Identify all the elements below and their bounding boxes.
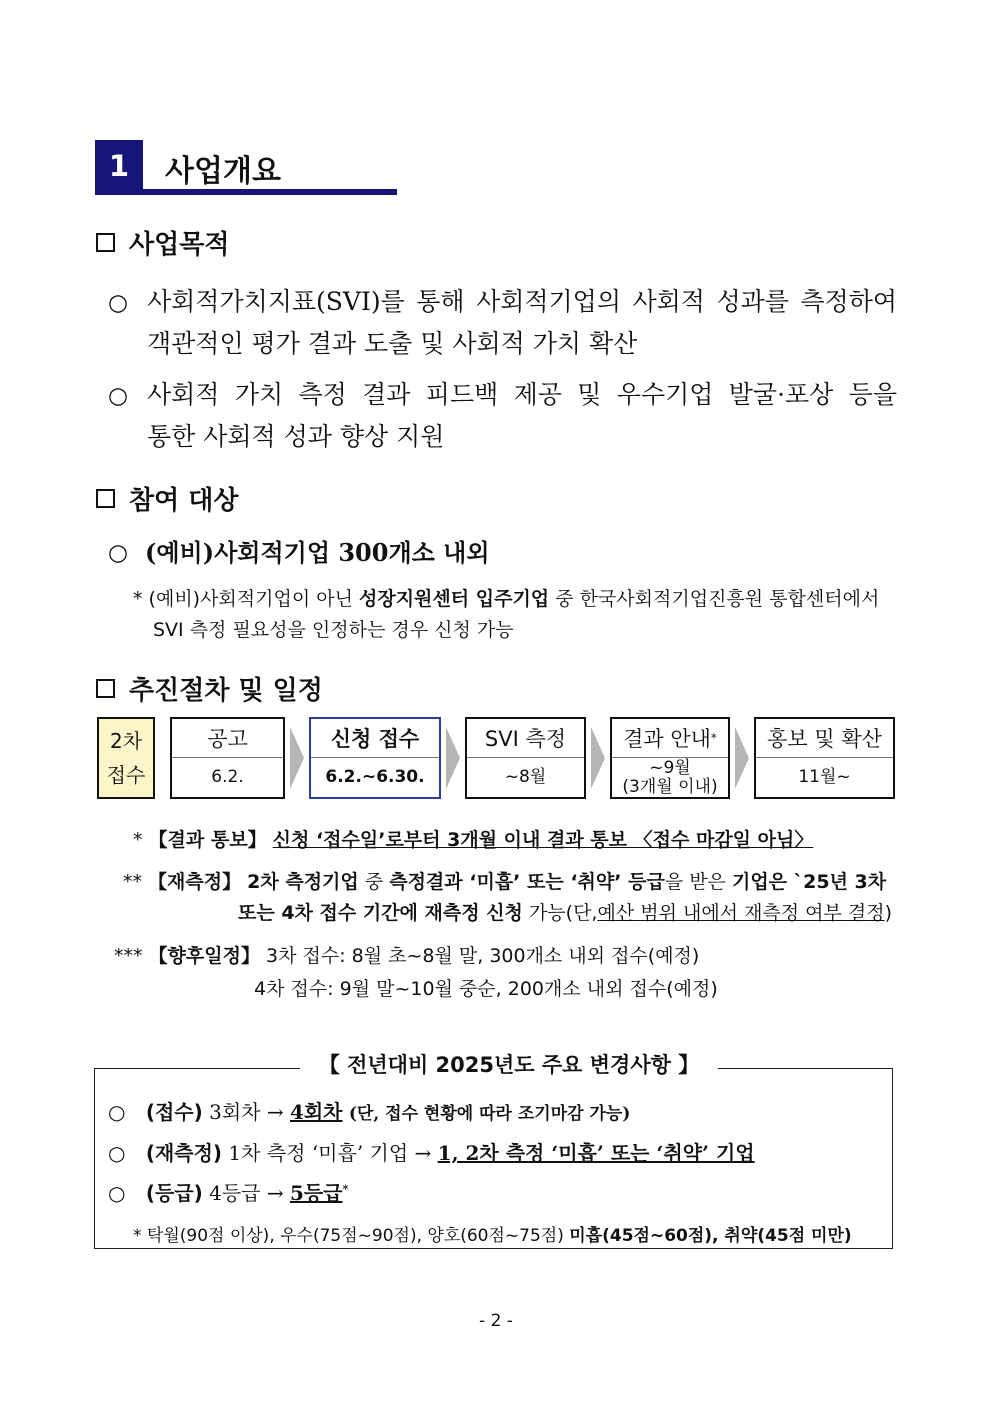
change-sup: *	[342, 1182, 349, 1196]
note-remeasure-e: 기업은 `25년 3차	[731, 871, 887, 893]
arrow-right-icon	[446, 727, 460, 789]
note-remeasure-b: 중	[364, 871, 384, 893]
change-item-2	[108, 1137, 755, 1166]
step-title-sup: *	[710, 731, 717, 745]
target-bullet: (예비)사회적기업 300개소 내외	[145, 538, 490, 567]
purpose-bullet-1	[147, 281, 897, 365]
note-result-text: 신청 ‘접수일’로부터 3개월 이내 결과 통보 〈접수 마감일 아님〉	[272, 829, 814, 851]
step-title: 신청 접수	[311, 719, 439, 758]
note-remeasure-line2-bold: 또는 4차 접수 기간에 재측정 신청	[238, 902, 523, 924]
step-detail	[612, 758, 728, 797]
note-remeasure-line2-b: )	[884, 902, 893, 924]
round-tag-line1: 2차	[109, 729, 143, 753]
step-detail-text2: (3개월 이내)	[622, 776, 718, 797]
checkbox-square-icon	[96, 233, 115, 252]
purpose-bullet-2	[147, 374, 897, 458]
step-announce	[170, 717, 285, 799]
footnote-bold: 미흡(45점~60점), 취약(45점 미만)	[569, 1226, 852, 1246]
step-result-notice	[610, 717, 730, 799]
note-label: 【향후일정】	[148, 945, 260, 967]
step-detail-text: ~8월	[504, 767, 547, 787]
note-mark: *	[133, 829, 143, 851]
note-mark: *	[133, 1226, 142, 1246]
step-promotion	[754, 717, 895, 799]
target-note-part2: 중 한국사회적기업진흥원 통합센터에서	[555, 588, 880, 610]
note-mark: ***	[114, 945, 143, 967]
step-svi-measure	[465, 717, 586, 799]
purpose-bullet-2-line1: 사회적 가치 측정 결과 피드백 제공 및 우수기업 발굴·포상 등을	[147, 380, 897, 409]
circle-bullet-icon: ○	[108, 1141, 126, 1165]
change-label: (재측정)	[145, 1141, 223, 1165]
purpose-bullet-2-line2: 통한 사회적 성과 향상 지원	[147, 422, 445, 451]
note-mark: **	[123, 871, 142, 893]
step-detail	[172, 758, 283, 797]
target-note-line2: SVI 측정 필요성을 인정하는 경우 신청 가능	[153, 619, 514, 641]
note-label: 【결과 통보】	[148, 829, 267, 851]
target-note-part1: (예비)사회적기업이 아닌	[148, 588, 353, 610]
purpose-heading	[96, 224, 229, 261]
circle-bullet-icon: ○	[108, 1100, 126, 1124]
checkbox-square-icon	[96, 679, 115, 698]
arrow-right-icon	[735, 727, 749, 789]
arrow-right-icon	[290, 727, 304, 789]
page-number: - 2 -	[479, 1311, 513, 1331]
arrow-right-icon	[591, 727, 605, 789]
process-flow	[170, 717, 895, 799]
note-remeasure-line2-u: 예산 범위 내에서 재측정 여부 결정	[597, 902, 885, 924]
target-note-bold: 성장지원센터 입주기업	[359, 588, 550, 610]
target-heading-text: 참여 대상	[129, 486, 239, 516]
checkbox-square-icon	[96, 489, 115, 508]
note-label: 【재측정】	[148, 871, 242, 893]
change-to: 5등급	[289, 1181, 343, 1205]
step-detail-text: 6.2.~6.30.	[325, 767, 425, 787]
section-title: 사업개요	[165, 154, 281, 189]
step-detail-text: 11월~	[798, 767, 851, 787]
change-from: 3회차 →	[209, 1100, 284, 1124]
procedure-heading	[96, 670, 323, 707]
procedure-heading-text: 추진절차 및 일정	[129, 676, 323, 706]
circle-bullet-icon: ○	[108, 540, 129, 566]
changes-title: 【 전년대비 2025년도 주요 변경사항 】	[300, 1049, 718, 1079]
note-remeasure-line2-a: 가능(단,	[528, 902, 598, 924]
step-title: SVI 측정	[467, 719, 584, 758]
round-tag	[97, 717, 155, 799]
step-detail-text: 6.2.	[211, 767, 244, 787]
target-heading	[96, 480, 239, 517]
step-detail	[311, 758, 439, 797]
section-rule	[95, 189, 397, 195]
purpose-heading-text: 사업목적	[129, 230, 230, 260]
note-schedule	[114, 941, 718, 1005]
change-label: (등급)	[145, 1181, 203, 1205]
note-remeasure	[123, 867, 898, 929]
step-detail	[467, 758, 584, 797]
step-title: 공고	[172, 719, 283, 758]
change-from: 4등급 →	[209, 1181, 284, 1205]
purpose-bullet-1-line2: 객관적인 평가 결과 도출 및 사회적 가치 확산	[147, 329, 638, 358]
note-remeasure-line2	[123, 898, 898, 929]
change-item-3	[108, 1177, 348, 1206]
change-to: 1, 2차 측정 ‘미흡’ 또는 ‘취약’ 기업	[437, 1141, 755, 1165]
change-label: (접수)	[145, 1100, 203, 1124]
footnote-plain: 탁월(90점 이상), 우수(75점~90점), 양호(60점~75점)	[146, 1226, 564, 1246]
circle-bullet-icon: ○	[108, 383, 129, 409]
circle-bullet-icon: ○	[108, 1181, 126, 1205]
step-title-text: 결과 안내	[623, 727, 711, 751]
section-number: 1	[95, 140, 143, 192]
note-remeasure-d: 을 받은	[664, 871, 726, 893]
note-schedule-line1: 3차 접수: 8월 초~8월 말, 300개소 내외 접수(예정)	[266, 945, 700, 967]
note-schedule-line2: 4차 접수: 9월 말~10월 중순, 200개소 내외 접수(예정)	[254, 978, 718, 1000]
note-remeasure-a: 2차 측정기업	[247, 871, 359, 893]
step-detail	[756, 758, 893, 797]
change-to: 4회차	[289, 1100, 343, 1124]
purpose-bullet-1-line1: 사회적가치지표(SVI)를 통해 사회적기업의 사회적 성과를 측정하여	[147, 287, 897, 316]
change-item-1	[108, 1096, 630, 1125]
step-title: 홍보 및 확산	[756, 719, 893, 758]
step-detail-text: ~9월	[649, 757, 691, 778]
round-tag-line2: 접수	[106, 763, 146, 787]
circle-bullet-icon: ○	[108, 290, 129, 316]
target-note	[133, 584, 898, 646]
step-title	[612, 719, 728, 758]
step-application	[309, 717, 441, 799]
note-result	[133, 825, 813, 856]
note-mark: *	[133, 588, 143, 610]
changes-footnote	[133, 1221, 852, 1246]
change-extra: (단, 접수 현황에 따라 조기마감 가능)	[348, 1104, 631, 1124]
change-from: 1차 측정 ‘미흡’ 기업 →	[228, 1141, 432, 1165]
note-remeasure-c: 측정결과 ‘미흡’ 또는 ‘취약’ 등급	[389, 871, 665, 893]
